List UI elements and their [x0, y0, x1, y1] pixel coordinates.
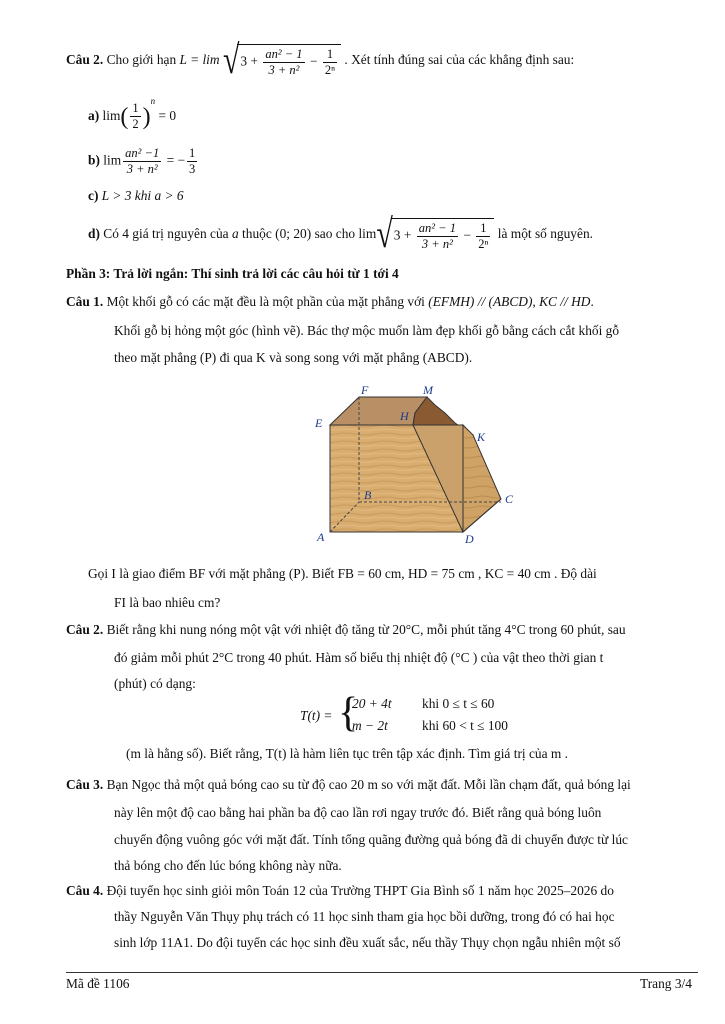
q2a-item-b: b) lim $\frac{\text{an² −1}}{\text{3 + n²}}$ = − $\frac{1}{3}$: [88, 146, 196, 176]
q2a-radicand: 3 + $\frac{\text{an² − 1}}{\text{3 + n²}}$ − $\frac{1}{\text{2ⁿ}}$: [237, 44, 341, 78]
wood-block-figure: [295, 383, 545, 548]
q2b-line1: Câu 2. Biết rằng khi nung nóng một vật với nhiệt độ tăng từ 20°C, mỗi phút tăng 4°C trong 60 phút, sau: [66, 622, 626, 637]
label-K: K: [477, 430, 486, 444]
q3-line1: Câu 3. Bạn Ngọc thả một quả bóng cao su từ độ cao 20 m so với mặt đất. Mỗi lần chạm đất, quả bóng lại: [66, 777, 631, 792]
q1-ask2: FI là bao nhiêu cm?: [114, 595, 221, 610]
label-M: M: [423, 383, 433, 397]
label-F: F: [361, 383, 369, 397]
q2a-statement: [66, 38, 575, 83]
q1-line2: Khối gỗ bị hỏng một góc (hình vẽ). Bác thợ mộc muốn làm đẹp khối gỗ bằng cách cắt khối gỗ: [114, 323, 620, 338]
top-face: [330, 397, 427, 425]
label-E: E: [315, 416, 323, 430]
footer-divider: [66, 972, 698, 973]
q2a-label: Câu 2.: [66, 52, 104, 68]
q4-line1: Câu 4. Đội tuyển học sinh giỏi môn Toán 12 của Trường THPT Gia Bình số 1 năm học 2025–2026 do: [66, 883, 614, 898]
sqrt-sign: √: [222, 38, 240, 83]
label-H: H: [400, 409, 409, 423]
q1-line1: Câu 1. Một khối gỗ có các mặt đều là một phần của mặt phẳng với (EFMH) // (ABCD), KC // HD.: [66, 294, 594, 309]
q2a-item-d: d) Có 4 giá trị nguyên của a thuộc (0; 20) sao cho lim√3 + $\frac{\text{an² − 1}}{\text{3 + n²}}$ − $\frac{1}{\text{2ⁿ}}$ là một số nguyên.: [88, 212, 593, 257]
q2a-limit-head: L = lim: [179, 52, 220, 68]
q2a-outro: . Xét tính đúng sai của các khẳng định sau:: [344, 52, 575, 68]
q2b-line4: (m là hằng số). Biết rằng, T(t) là hàm liên tục trên tập xác định. Tìm giá trị của m .: [126, 746, 569, 761]
q2a-item-c: c) L > 3 khi a > 6: [88, 188, 184, 203]
q1-line3: theo mặt phẳng (P) đi qua K và song song với mặt phẳng (ABCD).: [114, 350, 473, 365]
q4-line2: thầy Nguyễn Văn Thụy phụ trách có 11 học sinh tham gia học bồi dưỡng, trong đó có hai học: [114, 909, 615, 924]
q2b-line2: đó giảm mỗi phút 2°C trong 40 phút. Hàm số biểu thị nhiệt độ (°C ) của vật theo thời gian t: [114, 650, 604, 665]
q2a-intro: Cho giới hạn: [106, 52, 177, 68]
label-A: A: [317, 530, 325, 544]
q3-line4: thả bóng cho đến lúc bóng không này nữa.: [114, 858, 342, 873]
q2b-line3: (phút) có dạng:: [114, 676, 196, 691]
q3-line3: chuyển động vuông góc với mặt đất. Tính tổng quãng đường quả bóng đã di chuyển được từ lúc: [114, 832, 628, 847]
q1-ask1: Gọi I là giao điểm BF với mặt phẳng (P). Biết FB = 60 cm, HD = 75 cm , KC = 40 cm . Độ dài: [88, 566, 597, 581]
footer-code: Mã đề 1106: [66, 976, 130, 991]
part3-heading: Phần 3: Trả lời ngắn: Thí sinh trả lời các câu hỏi từ 1 tới 4: [66, 266, 399, 281]
label-D: D: [465, 532, 474, 546]
footer-page: Trang 3/4: [640, 976, 692, 991]
label-B: B: [364, 488, 372, 502]
q2a-item-a: a) lim( $\frac{1}{2}$ )$^n$ = 0: [88, 96, 177, 132]
label-C: C: [505, 492, 514, 506]
q4-line3: sinh lớp 11A1. Do đội tuyển các học sinh đều xuất sắc, nếu thầy Thụy chọn ngẫu nhiên một số: [114, 935, 621, 950]
q3-line2: này lên một độ cao bằng hai phần ba độ cao lần rơi ngay trước đó. Biết rằng quả bóng luôn: [114, 805, 602, 820]
